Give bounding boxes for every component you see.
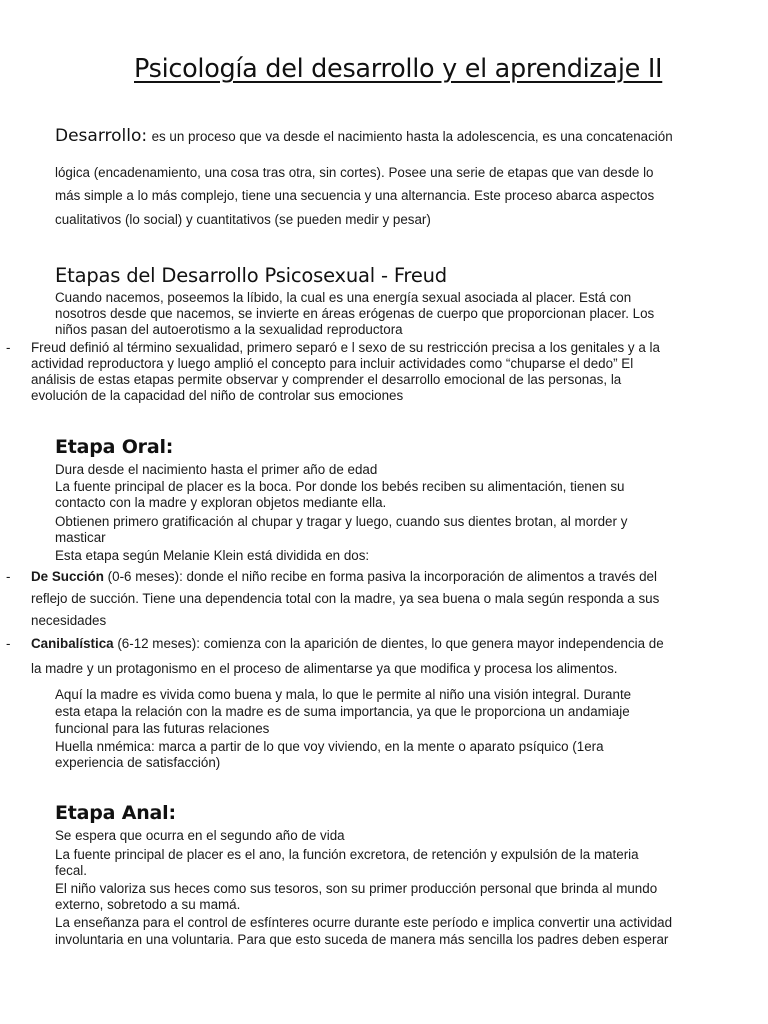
oral-after-line: Aquí la madre es vivida como buena y mala, lo que le permite al niño una visión integral. Durante — [55, 687, 632, 702]
bullet-dash: - — [6, 340, 11, 355]
anal-line: La fuente principal de placer es el ano, la función excretora, de retención y expulsión de la materia — [55, 847, 639, 862]
anal-line: Se espera que ocurra en el segundo año de vida — [55, 828, 345, 843]
freud-bullet-line: actividad reproductora y luego amplió el concepto para incluir actividades como “chuparse el dedo” El — [31, 356, 634, 371]
freud-intro-line: niños pasan del autoerotismo a la sexualidad reproductora — [55, 322, 403, 337]
oral-after-line: funcional para las futuras relaciones — [55, 721, 270, 736]
freud-bullet-line: análisis de estas etapas permite observar y comprender el desarrollo emocional de las personas, la — [31, 372, 622, 387]
anal-line: La enseñanza para el control de esfínteres ocurre durante este período e implica convertir una actividad — [55, 915, 673, 930]
freud-heading: Etapas del Desarrollo Psicosexual - Freud — [55, 264, 447, 287]
succion-line-2: reflejo de succión. Tiene una dependencia total con la madre, ya sea buena o mala según responda a sus — [31, 591, 660, 606]
anal-heading: Etapa Anal: — [55, 802, 176, 824]
canibalistica-line-1 — [31, 636, 664, 651]
desarrollo-line-2: lógica (encadenamiento, una cosa tras otra, sin cortes). Posee una serie de etapas que van desde lo — [55, 165, 654, 180]
oral-line: La fuente principal de placer es la boca. Por donde los bebés reciben su alimentación, tienen su — [55, 479, 625, 494]
canibalistica-term: Canibalística — [31, 636, 114, 651]
oral-after-line: experiencia de satisfacción) — [55, 755, 221, 770]
anal-line: involuntaria en una voluntaria. Para que esto suceda de manera más sencilla los padres deben esperar — [55, 932, 669, 947]
oral-line: contacto con la madre y exploran objetos mediante ella. — [55, 495, 387, 510]
oral-heading: Etapa Oral: — [55, 436, 174, 458]
oral-line: masticar — [55, 530, 106, 545]
succion-line-1-rest: (0-6 meses): donde el niño recibe en forma pasiva la incorporación de alimentos a través del — [103, 569, 657, 584]
freud-intro-line: nosotros desde que nacemos, se invierte en áreas erógenas de cuerpo que proporcionan placer. Los — [55, 306, 655, 321]
freud-intro-line: Cuando nacemos, poseemos la líbido, la cual es una energía sexual asociada al placer. Está con — [55, 290, 632, 305]
canibalistica-line-1-rest: (6-12 meses): comienza con la aparición de dientes, lo que genera mayor independencia de — [113, 636, 664, 651]
desarrollo-first-line — [55, 126, 673, 146]
desarrollo-term: Desarrollo: — [55, 126, 148, 146]
bullet-dash: - — [6, 636, 11, 651]
canibalistica-line-2: la madre y un protagonismo en el proceso de alimentarse ya que modifica y procesa los alimentos. — [31, 661, 618, 676]
oral-line: Esta etapa según Melanie Klein está dividida en dos: — [55, 548, 370, 563]
oral-after-line: esta etapa la relación con la madre es de suma importancia, ya que le proporciona un andamiaje — [55, 704, 630, 719]
desarrollo-line-3: más simple a lo más complejo, tiene una secuencia y una alternancia. Este proceso abarca aspectos — [55, 188, 655, 203]
freud-bullet-line: Freud definió al término sexualidad, primero separó e l sexo de su restricción precisa a los genitales y a la — [31, 340, 660, 355]
succion-line-1 — [31, 569, 657, 584]
bullet-dash: - — [6, 569, 11, 584]
freud-bullet-line: evolución de la capacidad del niño de controlar sus emociones — [31, 388, 404, 403]
desarrollo-line-1: es un proceso que va desde el nacimiento hasta la adolescencia, es una concatenación — [151, 129, 673, 144]
page-title: Psicología del desarrollo y el aprendizaje II — [134, 54, 663, 84]
oral-line: Dura desde el nacimiento hasta el primer año de edad — [55, 462, 378, 477]
succion-term: De Succión — [31, 569, 104, 584]
desarrollo-line-4: cualitativos (lo social) y cuantitativos (se pueden medir y pesar) — [55, 212, 431, 227]
anal-line: externo, sobretodo a su mamá. — [55, 897, 241, 912]
succion-line-3: necesidades — [31, 613, 107, 628]
oral-line: Obtienen primero gratificación al chupar y tragar y luego, cuando sus dientes brotan, al morder y — [55, 514, 628, 529]
anal-line: fecal. — [55, 863, 88, 878]
anal-line: El niño valoriza sus heces como sus tesoros, son su primer producción personal que brinda al mundo — [55, 881, 658, 896]
oral-after-line: Huella nmémica: marca a partir de lo que voy viviendo, en la mente o aparato psíquico (1era — [55, 739, 604, 754]
